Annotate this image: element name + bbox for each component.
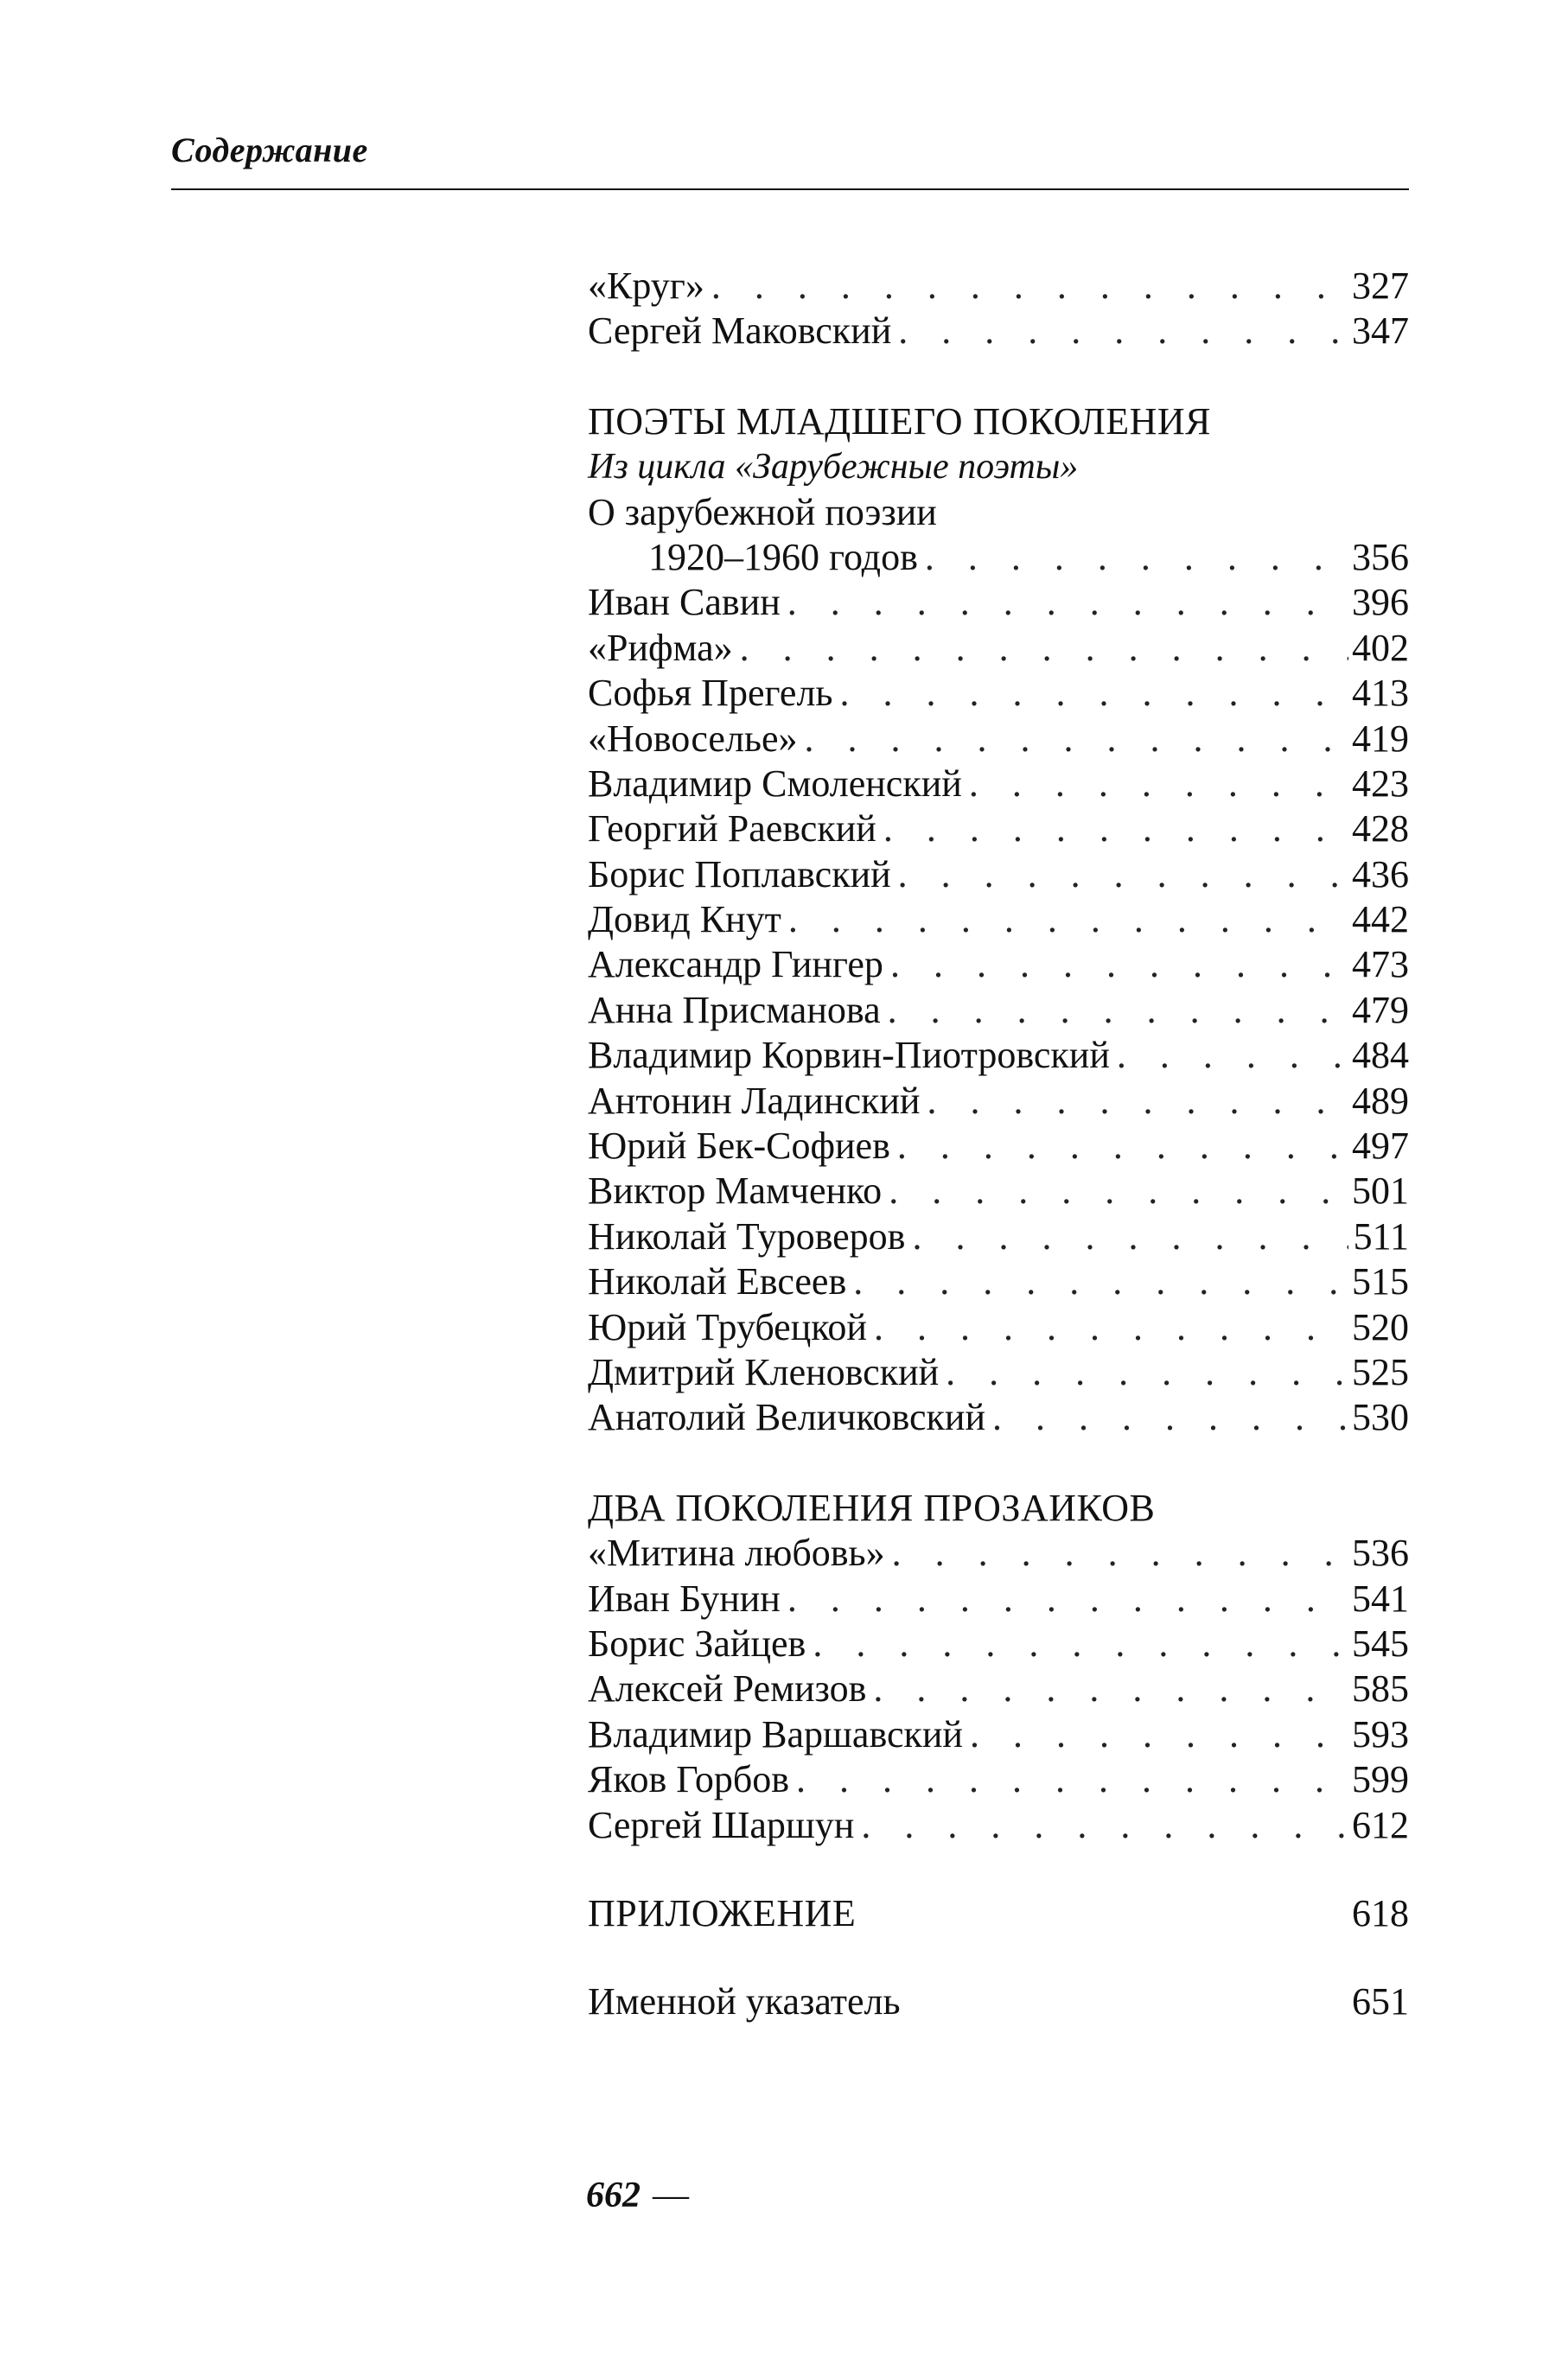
toc-entry-title: ПРИЛОЖЕНИЕ [588,1891,857,1934]
toc-entry-title: Николай Евсеев [588,1260,847,1303]
toc-entry-title: Владимир Варшавский [588,1712,963,1756]
toc-entry-title: Именной указатель [588,1980,901,2023]
toc-entry [588,626,1409,671]
dot-leader [885,1531,1348,1576]
dot-leader [781,1577,1348,1622]
dot-leader [867,1305,1348,1350]
toc-entry-title: Юрий Трубецкой [588,1305,867,1348]
toc-entry [588,1305,1409,1350]
toc-entry-page: 479 [1352,988,1409,1031]
toc-entry-page: 541 [1352,1577,1409,1620]
toc-entry [588,988,1409,1033]
header-rule [171,188,1409,190]
toc-entry [588,897,1409,942]
toc-entry-page: 473 [1352,943,1409,986]
toc-entry-page: 423 [1352,762,1409,805]
toc-entry-page: 515 [1352,1260,1409,1303]
toc-entry [588,1033,1409,1078]
toc-entry [588,1757,1409,1802]
toc-entry-title: Иван Савин [588,581,781,624]
dot-leader [963,1712,1348,1757]
dot-leader [883,942,1348,987]
toc-entry-title: Софья Прегель [588,672,833,715]
toc-entry [588,1622,1409,1666]
toc-entry [588,1395,1409,1440]
dot-leader [939,1350,1348,1395]
page-number [586,2175,689,2216]
section-entries [588,580,1409,1440]
dot-leader [891,309,1348,354]
toc-entry [588,806,1409,851]
toc-entry-title: Виктор Мамченко [588,1169,883,1213]
toc-entry-page: 525 [1352,1350,1409,1393]
toc-entry [588,1712,1409,1757]
toc-entry [588,942,1409,987]
toc-entry-lead-line: О зарубежной поэзии [588,490,937,533]
toc-entry-title: Юрий Бек-Софиев [588,1125,890,1168]
toc-entry-title: Анатолий Величковский [588,1396,986,1439]
toc-entry-title: Александр Гингер [588,943,883,986]
toc-entry-title: Дмитрий Кленовский [588,1350,940,1393]
toc-entry-page: 327 [1352,264,1409,307]
toc-entry-page: 545 [1352,1622,1409,1665]
toc-entry [588,1666,1409,1711]
toc-entry [588,1531,1409,1576]
dot-leader [876,806,1348,851]
page-number-value: 662 [586,2176,641,2215]
dot-leader [918,535,1348,580]
dot-leader [846,1259,1348,1304]
toc-entry-page: 402 [1352,626,1409,669]
toc-entry-title: «Рифма» [588,626,733,669]
dot-leader [866,1666,1348,1711]
toc-entry-title: Сергей Маковский [588,309,892,353]
dot-leader [781,580,1348,625]
toc-entry [588,1259,1409,1304]
section-title: ДВА ПОКОЛЕНИЯ ПРОЗАИКОВ [588,1486,1156,1529]
dot-leader [1110,1033,1348,1078]
toc-entry [588,535,1409,580]
toc-entry-page: 489 [1352,1079,1409,1122]
toc-entry [588,852,1409,897]
dot-leader [854,1803,1348,1848]
toc-entry [588,1577,1409,1622]
toc-entry [588,1169,1409,1214]
toc-entry-page: 612 [1352,1803,1409,1846]
toc-entry [588,717,1409,762]
toc-entry-page: 511 [1353,1214,1409,1258]
toc-entry-title: «Митина любовь» [588,1532,885,1575]
dot-leader [704,264,1348,309]
toc-entry-page: 497 [1352,1125,1409,1168]
toc-entry-index [588,1979,1409,2024]
toc-entry-page: 618 [1352,1891,1409,1934]
dot-leader [798,717,1349,762]
toc-entry-title: Борис Поплавский [588,852,891,895]
section-entries [588,1531,1409,1848]
toc-entry-page: 530 [1352,1396,1409,1439]
toc-entry-title: Владимир Корвин-Пиотровский [588,1034,1110,1077]
dot-leader [881,988,1348,1033]
toc-entry [588,264,1409,309]
running-head: Содержание [171,131,368,169]
toc-entry-title: Алексей Ремизов [588,1667,867,1711]
dot-leader [962,762,1348,806]
toc-entry [588,309,1409,354]
toc-entry-page: 484 [1352,1034,1409,1077]
toc-entry-page: 520 [1352,1305,1409,1348]
toc-entry-title: 1920–1960 годов [648,535,918,578]
toc-entry [588,1214,1409,1259]
toc-entry-page: 356 [1352,535,1409,578]
dot-leader [985,1395,1348,1440]
toc-entry [588,1079,1409,1124]
toc-entry [588,1803,1409,1848]
dot-leader [920,1079,1348,1124]
toc-entry-page: 413 [1352,672,1409,715]
dot-leader [891,852,1348,897]
toc-entry-page: 599 [1352,1758,1409,1801]
dot-leader [882,1169,1348,1214]
dot-leader [806,1622,1348,1666]
toc-entry-title: Владимир Смоленский [588,762,962,805]
toc-entry-page: 536 [1352,1532,1409,1575]
toc-entry [588,1350,1409,1395]
dot-leader [890,1124,1348,1169]
toc-entry-page: 347 [1352,309,1409,353]
subsection-title: Из цикла «Зарубежные поэты» [588,447,1079,488]
toc-entry [588,671,1409,716]
spacer [588,1936,1409,1979]
toc-entry-title: Антонин Ладинский [588,1079,921,1122]
dot-leader [833,671,1349,716]
toc-entry-title: Яков Горбов [588,1758,789,1801]
table-of-contents [588,264,1409,2025]
toc-entry-page: 501 [1352,1169,1409,1213]
section-title: ПОЭТЫ МЛАДШЕГО ПОКОЛЕНИЯ [588,399,1211,443]
toc-entry-title: «Новоселье» [588,717,798,760]
toc-entry-title: Николай Туроверов [588,1214,906,1258]
toc-entry-appendix [588,1891,1409,1936]
dot-leader [733,626,1348,671]
dot-leader [781,897,1348,942]
toc-entry-page: 585 [1352,1667,1409,1711]
toc-entry-page: 428 [1352,807,1409,851]
toc-entry-title: Сергей Шаршун [588,1803,855,1846]
spacer [588,1441,1409,1486]
toc-entry-title: Георгий Раевский [588,807,876,851]
toc-entry-title: Борис Зайцев [588,1622,806,1665]
spacer [588,1848,1409,1891]
toc-entry-page: 419 [1352,717,1409,760]
toc-entry-title: Анна Присманова [588,988,881,1031]
toc-entry [588,762,1409,806]
toc-entry [588,580,1409,625]
toc-entry-title: «Круг» [588,264,704,307]
toc-entry-page: 396 [1352,581,1409,624]
toc-entry-title: Довид Кнут [588,898,781,941]
toc-entry-title: Иван Бунин [588,1577,781,1620]
spacer [588,354,1409,399]
toc-entry-page: 442 [1352,898,1409,941]
page-number-dash: — [653,2176,689,2215]
toc-entry [588,1124,1409,1169]
dot-leader [905,1214,1348,1259]
toc-entry-page: 436 [1352,852,1409,895]
dot-leader [789,1757,1348,1802]
toc-entry-page: 651 [1352,1980,1409,2023]
toc-entry-page: 593 [1352,1712,1409,1756]
